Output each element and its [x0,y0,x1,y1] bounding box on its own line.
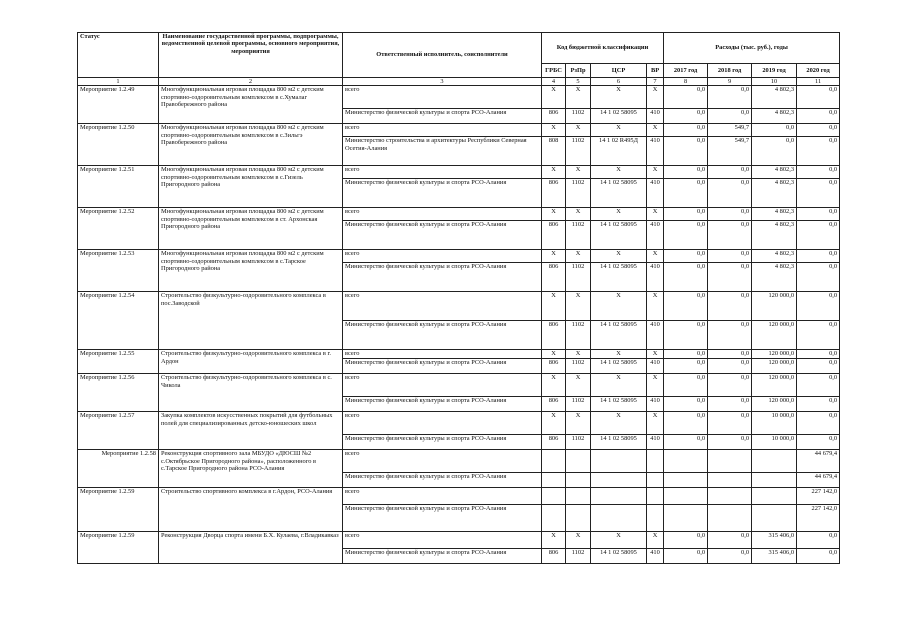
header-expenses: Расходы (тыс. руб.), годы [664,33,840,64]
cell-2017: 0,0 [664,137,708,166]
cell-grbs: 806 [542,321,566,350]
cell-2019: 10 000,0 [752,412,797,435]
cell-2018 [708,505,752,532]
cell-2019: 10 000,0 [752,435,797,450]
header-executor: Ответственный исполнитель, соисполнители [343,33,542,78]
cell-vr: X [647,208,664,221]
cell-grbs: 808 [542,137,566,166]
header-status: Статус [78,33,159,78]
cell-name: Закупка комплектов искусственных покрытий для футбольных полей для специализированных детско-юношеских школ [159,412,343,450]
cell-csr: X [591,412,647,435]
cell-rzpr: X [566,124,591,137]
cell-2018: 0,0 [708,86,752,109]
cell-grbs: 806 [542,179,566,208]
cell-2019: 4 802,3 [752,109,797,124]
cell-2020: 0,0 [797,532,840,549]
cell-grbs: 806 [542,549,566,564]
cell-2017 [664,505,708,532]
cell-2019 [752,488,797,505]
cell-csr: X [591,208,647,221]
cell-2018: 0,0 [708,250,752,263]
cell-vr: 410 [647,263,664,292]
cell-executor: Министерство строительства и архитектуры Республики Северная Осетия-Алания [343,137,542,166]
cell-name: Многофункциональная игровая площадка 800 м2 с детским спортивно-оздоровительным комплексом в с.Хумалаг Правобережного района [159,86,343,124]
cell-2017: 0,0 [664,179,708,208]
cell-2018: 0,0 [708,166,752,179]
cell-vr [647,488,664,505]
cell-csr: X [591,250,647,263]
cell-2018 [708,450,752,473]
cell-rzpr [566,473,591,488]
table-row [78,450,840,473]
table-row [78,124,840,137]
header-year-2017: 2017 год [664,64,708,78]
cell-2017: 0,0 [664,350,708,359]
cell-2019: 0,0 [752,124,797,137]
cell-grbs: X [542,374,566,397]
header-csr: ЦСР [591,64,647,78]
cell-name: Многофункциональная игровая площадка 800 м2 с детским спортивно-оздоровительным комплексом в ст. Архонская Пригородного района [159,208,343,250]
cell-grbs: 806 [542,263,566,292]
cell-name: Строительство физкультурно-оздоровительного комплекса в с. Чикола [159,374,343,412]
cell-vr: 410 [647,221,664,250]
cell-2020: 0,0 [797,86,840,109]
column-number: 8 [664,78,708,86]
cell-vr: 410 [647,549,664,564]
column-number: 6 [591,78,647,86]
cell-2020: 0,0 [797,359,840,374]
cell-grbs [542,505,566,532]
cell-2020: 227 142,0 [797,488,840,505]
cell-executor: Министерство физической культуры и спорта РСО-Алания [343,473,542,488]
cell-name: Реконструкция спортивного зала МБУДО «ДЮСШ №2 с.Октябрьское Пригородного района», расположенного в с.Тарское Пригородного района РСО-Алания [159,450,343,488]
header-rzpr: РзПр [566,64,591,78]
table-row [78,374,840,397]
table-row [78,488,840,505]
cell-2019: 120 000,0 [752,321,797,350]
cell-csr [591,473,647,488]
cell-vr: 410 [647,359,664,374]
cell-status: Мероприятие 1.2.49 [78,86,159,124]
cell-status: Мероприятие 1.2.55 [78,350,159,374]
cell-status: Мероприятие 1.2.59 [78,488,159,532]
cell-2017: 0,0 [664,86,708,109]
cell-csr: 14 1 02 58095 [591,435,647,450]
cell-2019: 120 000,0 [752,292,797,321]
cell-2017: 0,0 [664,374,708,397]
cell-csr: X [591,124,647,137]
table-row [78,532,840,549]
cell-csr: 14 1 02 58095 [591,397,647,412]
cell-executor: всего [343,412,542,435]
cell-2019: 4 802,3 [752,221,797,250]
cell-2020: 0,0 [797,137,840,166]
cell-2018: 0,0 [708,263,752,292]
cell-2018: 0,0 [708,221,752,250]
cell-vr: X [647,124,664,137]
cell-2018: 0,0 [708,179,752,208]
cell-vr: X [647,166,664,179]
cell-2019 [752,450,797,473]
cell-status: Мероприятие 1.2.51 [78,166,159,208]
cell-2020: 0,0 [797,263,840,292]
cell-executor: Министерство физической культуры и спорта РСО-Алания [343,435,542,450]
cell-grbs: X [542,292,566,321]
cell-rzpr: 1102 [566,435,591,450]
cell-grbs: X [542,86,566,109]
cell-2019 [752,505,797,532]
cell-name: Реконструкция Дворца спорта имени Б.Х. Кулаева, г.Владикавказ [159,532,343,564]
cell-vr [647,505,664,532]
cell-csr: 14 1 02 R495Д [591,137,647,166]
cell-vr: 410 [647,109,664,124]
cell-status: Мероприятие 1.2.57 [78,412,159,450]
cell-2018: 0,0 [708,292,752,321]
cell-2019: 4 802,3 [752,166,797,179]
cell-2020: 44 679,4 [797,450,840,473]
cell-status: Мероприятие 1.2.54 [78,292,159,350]
cell-2020: 227 142,0 [797,505,840,532]
cell-2017: 0,0 [664,435,708,450]
cell-vr: 410 [647,137,664,166]
cell-2017 [664,450,708,473]
cell-2020: 0,0 [797,179,840,208]
column-number: 1 [78,78,159,86]
cell-executor: Министерство физической культуры и спорта РСО-Алания [343,263,542,292]
header-year-2019: 2019 год [752,64,797,78]
cell-2018: 0,0 [708,397,752,412]
cell-grbs: X [542,166,566,179]
cell-csr [591,450,647,473]
cell-rzpr: X [566,292,591,321]
cell-2018: 0,0 [708,350,752,359]
cell-2019 [752,473,797,488]
cell-2020: 0,0 [797,124,840,137]
table-row [78,292,840,321]
cell-rzpr: X [566,350,591,359]
cell-status: Мероприятие 1.2.58 [78,450,159,488]
cell-vr: 410 [647,397,664,412]
table-row [78,350,840,359]
cell-vr: X [647,292,664,321]
cell-rzpr: X [566,250,591,263]
cell-2017: 0,0 [664,412,708,435]
cell-vr: X [647,374,664,397]
budget-table [77,32,840,564]
cell-grbs: X [542,350,566,359]
cell-vr: 410 [647,435,664,450]
cell-grbs: X [542,412,566,435]
cell-2018: 0,0 [708,208,752,221]
cell-2020: 0,0 [797,549,840,564]
column-number-row [78,78,840,86]
cell-executor: всего [343,350,542,359]
cell-executor: всего [343,250,542,263]
cell-2020: 44 679,4 [797,473,840,488]
cell-rzpr: X [566,374,591,397]
cell-2017: 0,0 [664,321,708,350]
cell-executor: всего [343,488,542,505]
cell-2020: 0,0 [797,109,840,124]
cell-2019: 0,0 [752,137,797,166]
cell-2017: 0,0 [664,166,708,179]
cell-executor: всего [343,124,542,137]
cell-grbs: 806 [542,359,566,374]
cell-csr: 14 1 02 58095 [591,221,647,250]
cell-vr: X [647,412,664,435]
cell-2020: 0,0 [797,321,840,350]
table-row [78,412,840,435]
cell-csr: X [591,166,647,179]
cell-2017: 0,0 [664,221,708,250]
column-number: 9 [708,78,752,86]
header-vr: ВР [647,64,664,78]
cell-2018: 0,0 [708,374,752,397]
cell-2019: 120 000,0 [752,359,797,374]
cell-grbs [542,450,566,473]
cell-executor: всего [343,532,542,549]
cell-2018: 0,0 [708,109,752,124]
cell-rzpr: 1102 [566,263,591,292]
cell-2019: 4 802,3 [752,86,797,109]
column-number: 2 [159,78,343,86]
table-row [78,166,840,179]
cell-2018: 0,0 [708,532,752,549]
cell-rzpr: 1102 [566,109,591,124]
cell-2017: 0,0 [664,250,708,263]
cell-2018: 0,0 [708,412,752,435]
cell-2018: 0,0 [708,435,752,450]
cell-status: Мероприятие 1.2.59 [78,532,159,564]
cell-2017: 0,0 [664,397,708,412]
cell-rzpr: X [566,86,591,109]
cell-2019: 4 802,3 [752,179,797,208]
cell-2020: 0,0 [797,350,840,359]
cell-2018: 549,7 [708,137,752,166]
cell-2017: 0,0 [664,292,708,321]
cell-2020: 0,0 [797,435,840,450]
cell-rzpr: 1102 [566,221,591,250]
cell-rzpr [566,505,591,532]
cell-rzpr [566,450,591,473]
cell-rzpr: 1102 [566,137,591,166]
cell-csr: 14 1 02 58095 [591,549,647,564]
column-number: 10 [752,78,797,86]
cell-grbs [542,473,566,488]
column-number: 11 [797,78,840,86]
cell-executor: Министерство физической культуры и спорта РСО-Алания [343,179,542,208]
cell-name: Строительство физкультурно-оздоровительного комплекса в пос.Заводской [159,292,343,350]
cell-2018: 0,0 [708,321,752,350]
cell-grbs: 806 [542,435,566,450]
cell-2020: 0,0 [797,250,840,263]
cell-2020: 0,0 [797,221,840,250]
cell-csr: X [591,86,647,109]
header-year-2018: 2018 год [708,64,752,78]
cell-grbs: X [542,250,566,263]
cell-2018: 0,0 [708,549,752,564]
cell-2019: 4 802,3 [752,208,797,221]
cell-2020: 0,0 [797,292,840,321]
cell-executor: Министерство физической культуры и спорта РСО-Алания [343,221,542,250]
cell-2017 [664,488,708,505]
table-row [78,250,840,263]
cell-2020: 0,0 [797,166,840,179]
cell-2019: 4 802,3 [752,263,797,292]
cell-vr [647,473,664,488]
cell-2019: 4 802,3 [752,250,797,263]
cell-grbs: 806 [542,397,566,412]
cell-2017: 0,0 [664,532,708,549]
cell-name: Строительство физкультурно-оздоровительного комплекса в г. Ардон [159,350,343,374]
cell-rzpr: 1102 [566,179,591,208]
column-number: 3 [343,78,542,86]
cell-rzpr [566,488,591,505]
cell-csr: X [591,292,647,321]
cell-vr: X [647,86,664,109]
cell-executor: Министерство физической культуры и спорта РСО-Алания [343,505,542,532]
cell-executor: всего [343,166,542,179]
cell-executor: всего [343,292,542,321]
cell-csr: X [591,350,647,359]
cell-status: Мероприятие 1.2.52 [78,208,159,250]
cell-rzpr: X [566,532,591,549]
cell-2019: 120 000,0 [752,374,797,397]
cell-2020: 0,0 [797,397,840,412]
cell-executor: всего [343,208,542,221]
table-row [78,208,840,221]
cell-executor: Министерство физической культуры и спорта РСО-Алания [343,359,542,374]
cell-csr [591,488,647,505]
cell-rzpr: 1102 [566,321,591,350]
cell-vr: X [647,350,664,359]
cell-csr: 14 1 02 58095 [591,179,647,208]
cell-vr: 410 [647,179,664,208]
header-budget-classification: Код бюджетной классификации [542,33,664,64]
cell-grbs: X [542,124,566,137]
cell-2019: 120 000,0 [752,350,797,359]
cell-executor: Министерство физической культуры и спорта РСО-Алания [343,397,542,412]
cell-2018: 549,7 [708,124,752,137]
cell-rzpr: X [566,412,591,435]
header-grbs: ГРБС [542,64,566,78]
cell-2017: 0,0 [664,124,708,137]
cell-2017: 0,0 [664,359,708,374]
cell-csr: 14 1 02 58095 [591,359,647,374]
cell-rzpr: 1102 [566,397,591,412]
cell-name: Многофункциональная игровая площадка 800 м2 с детским спортивно-оздоровительным комплексом в с.Тарское Пригородного района [159,250,343,292]
cell-csr: X [591,532,647,549]
cell-grbs: X [542,208,566,221]
cell-2019: 315 406,0 [752,532,797,549]
cell-2019: 315 406,0 [752,549,797,564]
cell-csr: 14 1 02 58095 [591,263,647,292]
cell-2018 [708,473,752,488]
cell-2017: 0,0 [664,549,708,564]
cell-status: Мероприятие 1.2.53 [78,250,159,292]
cell-2017: 0,0 [664,109,708,124]
cell-vr [647,450,664,473]
cell-2018 [708,488,752,505]
cell-csr: 14 1 02 58095 [591,321,647,350]
cell-name: Многофункциональная игровая площадка 800 м2 с детским спортивно-оздоровительным комплексом в с.Гизель Пригородного района [159,166,343,208]
column-number: 7 [647,78,664,86]
cell-csr: 14 1 02 58095 [591,109,647,124]
cell-status: Мероприятие 1.2.56 [78,374,159,412]
cell-csr: X [591,374,647,397]
header-name: Наименование государственной программы, подпрограммы, ведомственной целевой программы, основного мероприятия, мероприятия [159,33,343,78]
cell-2017 [664,473,708,488]
cell-2019: 120 000,0 [752,397,797,412]
cell-status: Мероприятие 1.2.50 [78,124,159,166]
cell-executor: всего [343,374,542,397]
table-body [78,86,840,564]
cell-2017: 0,0 [664,263,708,292]
cell-grbs: 806 [542,221,566,250]
cell-2020: 0,0 [797,374,840,397]
column-number: 4 [542,78,566,86]
cell-rzpr: 1102 [566,549,591,564]
cell-rzpr: 1102 [566,359,591,374]
column-number: 5 [566,78,591,86]
cell-2017: 0,0 [664,208,708,221]
cell-grbs: X [542,532,566,549]
table-row [78,86,840,109]
cell-name: Многофункциональная игровая площадка 800 м2 с детским спортивно-оздоровительным комплексом в с.Зильгэ Правобережного района [159,124,343,166]
cell-2020: 0,0 [797,208,840,221]
cell-rzpr: X [566,166,591,179]
cell-executor: всего [343,450,542,473]
cell-vr: X [647,250,664,263]
cell-2020: 0,0 [797,412,840,435]
cell-grbs: 806 [542,109,566,124]
header-year-2020: 2020 год [797,64,840,78]
cell-executor: всего [343,86,542,109]
cell-csr [591,505,647,532]
cell-vr: 410 [647,321,664,350]
cell-grbs [542,488,566,505]
cell-2018: 0,0 [708,359,752,374]
cell-executor: Министерство физической культуры и спорта РСО-Алания [343,321,542,350]
cell-rzpr: X [566,208,591,221]
cell-vr: X [647,532,664,549]
cell-name: Строительство спортивного комплекса в г.Ардон, РСО-Алания [159,488,343,532]
cell-executor: Министерство физической культуры и спорта РСО-Алания [343,109,542,124]
cell-executor: Министерство физической культуры и спорта РСО-Алания [343,549,542,564]
